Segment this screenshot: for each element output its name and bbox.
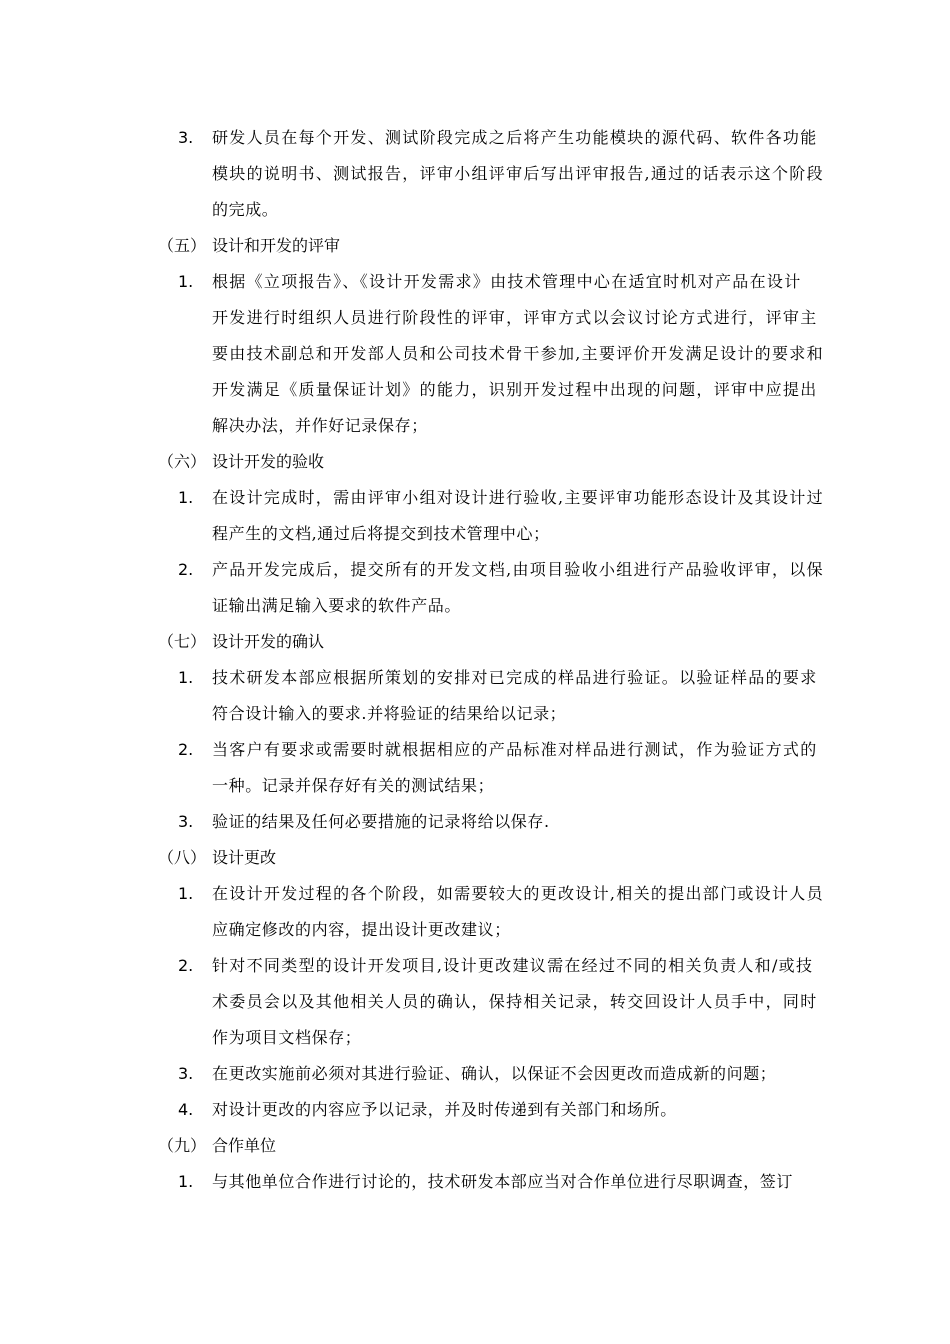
item-number: 4. [178,1100,194,1119]
paragraph-line: 在设计完成时，需由评审小组对设计进行验收,主要评审功能形态设计及其设计过 [212,488,824,507]
section-number: （七） [158,632,207,651]
item-number: 3. [178,1064,194,1083]
item-number: 3. [178,812,194,831]
paragraph-line: 开发进行时组织人员进行阶段性的评审，评审方式以会议讨论方式进行，评审主 [212,308,818,327]
paragraph-line: 一种。记录并保存好有关的测试结果； [212,776,495,795]
item-number: 1. [178,668,194,687]
section-heading: 设计开发的确认 [212,632,325,651]
item-number: 1. [178,272,194,291]
paragraph-line: 在设计开发过程的各个阶段，如需要较大的更改设计,相关的提出部门或设计人员 [212,884,824,903]
paragraph-line: 开发满足《质量保证计划》的能力，识别开发过程中出现的问题，评审中应提出 [212,380,818,399]
paragraph-line: 研发人员在每个开发、测试阶段完成之后将产生功能模块的源代码、软件各功能 [212,128,818,147]
paragraph-line: 术委员会以及其他相关人员的确认，保持相关记录，转交回设计人员手中，同时 [212,992,818,1011]
section-number: （五） [158,236,207,255]
section-heading: 设计和开发的评审 [212,236,341,255]
paragraph-line: 验证的结果及任何必要措施的记录将给以保存. [212,812,550,831]
paragraph-line: 模块的说明书、测试报告，评审小组评审后写出评审报告,通过的话表示这个阶段 [212,164,824,183]
section-number: （九） [158,1136,207,1155]
item-number: 1. [178,884,194,903]
paragraph-line: 对设计更改的内容应予以记录，并及时传递到有关部门和场所。 [212,1100,677,1119]
paragraph-line: 根据《立项报告》、《设计开发需求》由技术管理中心在适宜时机对产品在设计 [212,272,802,291]
paragraph-line: 针对不同类型的设计开发项目,设计更改建议需在经过不同的相关负责人和/或技 [212,956,814,975]
paragraph-line: 当客户有要求或需要时就根据相应的产品标准对样品进行测试，作为验证方式的 [212,740,818,759]
section-number: （六） [158,452,207,471]
item-number: 2. [178,956,194,975]
section-number: （八） [158,848,207,867]
paragraph-line: 要由技术副总和开发部人员和公司技术骨干参加,主要评价开发满足设计的要求和 [212,344,824,363]
paragraph-line: 的完成。 [212,200,279,219]
item-number: 1. [178,1172,194,1191]
section-heading: 设计开发的验收 [212,452,325,471]
paragraph-line: 作为项目文档保存； [212,1028,362,1047]
paragraph-line: 应确定修改的内容，提出设计更改建议； [212,920,511,939]
item-number: 3. [178,128,194,147]
paragraph-line: 与其他单位合作进行讨论的，技术研发本部应当对合作单位进行尽职调查，签订 [212,1172,794,1191]
paragraph-line: 在更改实施前必须对其进行验证、确认，以保证不会因更改而造成新的问题； [212,1064,777,1083]
paragraph-line: 解决办法，并作好记录保存； [212,416,428,435]
paragraph-line: 技术研发本部应根据所策划的安排对已完成的样品进行验证。以验证样品的要求 [212,668,818,687]
paragraph-line: 程产生的文档,通过后将提交到技术管理中心； [212,524,550,543]
section-heading: 合作单位 [212,1136,277,1155]
item-number: 2. [178,560,194,579]
paragraph-line: 证输出满足输入要求的软件产品。 [212,596,462,615]
item-number: 2. [178,740,194,759]
item-number: 1. [178,488,194,507]
section-heading: 设计更改 [212,848,277,867]
paragraph-line: 符合设计输入的要求.并将验证的结果给以记录； [212,704,567,723]
paragraph-line: 产品开发完成后，提交所有的开发文档,由项目验收小组进行产品验收评审，以保 [212,560,824,579]
